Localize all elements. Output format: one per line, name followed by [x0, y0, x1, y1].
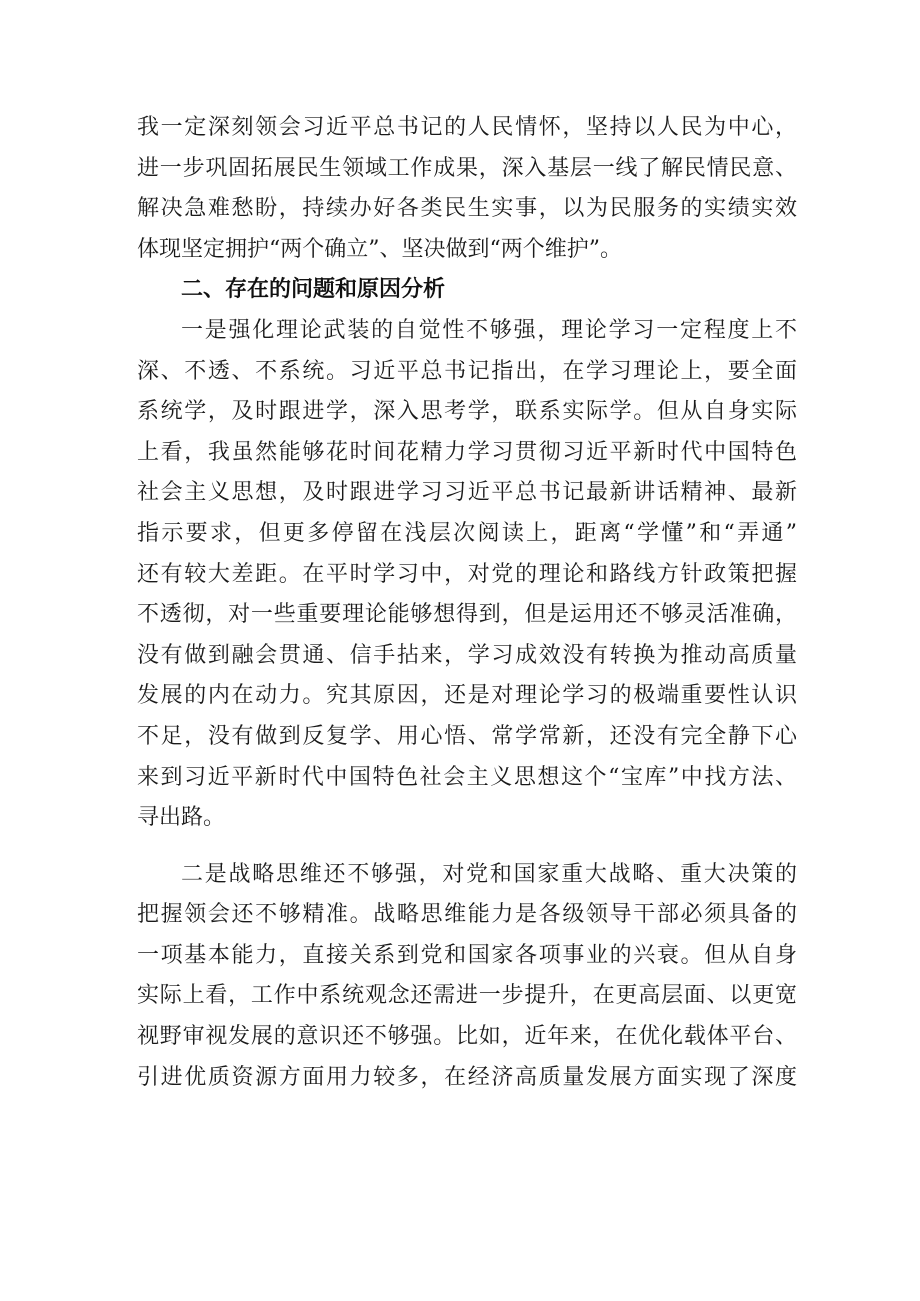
text-line: 体现坚定拥护“两个确立”、坚决做到“两个维护”。	[137, 236, 622, 262]
text-line: 我一定深刻领会习近平总书记的人民情怀，坚持以人民为中心，	[137, 115, 797, 140]
text-line: 不足，没有做到反复学、用心悟、常学常新，还没有完全静下心	[137, 723, 797, 749]
text-line: 系统学，及时跟进学，深入思考学，联系实际学。但从自身实际	[137, 399, 797, 425]
section-heading-problems: 二、存在的问题和原因分析	[181, 277, 446, 303]
paragraph-theory-study	[137, 311, 797, 839]
text-line: 二是战略思维还不够强，对党和国家重大战略、重大决策的	[181, 861, 797, 887]
text-line: 把握领会还不够精准。战略思维能力是各级领导干部必须具备的	[137, 902, 797, 928]
text-line: 社会主义思想，及时跟进学习习近平总书记最新讲话精神、最新	[137, 480, 797, 506]
paragraph-people-centered	[137, 108, 797, 270]
text-line: 实际上看，工作中系统观念还需进一步提升，在更高层面、以更宽	[137, 983, 797, 1009]
text-line: 没有做到融会贯通、信手拈来，学习成效没有转换为推动高质量	[137, 642, 797, 668]
text-line: 来到习近平新时代中国特色社会主义思想这个“宝库”中找方法、	[137, 764, 797, 790]
text-line: 发展的内在动力。究其原因，还是对理论学习的极端重要性认识	[137, 683, 797, 709]
text-line: 指示要求，但更多停留在浅层次阅读上，距离“学懂”和“弄通”	[137, 520, 797, 546]
text-line: 寻出路。	[137, 805, 226, 831]
text-line: 进一步巩固拓展民生领域工作成果，深入基层一线了解民情民意、	[137, 155, 797, 181]
text-line: 一项基本能力，直接关系到党和国家各项事业的兴衰。但从自身	[137, 942, 797, 968]
paragraph-strategic-thinking	[137, 855, 797, 1099]
document-body	[137, 108, 797, 1098]
paragraph-gap	[137, 839, 797, 855]
text-line: 一是强化理论武装的自觉性不够强，理论学习一定程度上不	[181, 317, 797, 343]
text-line: 视野审视发展的意识还不够强。比如，近年来，在优化载体平台、	[137, 1024, 797, 1050]
text-line: 引进优质资源方面用力较多，在经济高质量发展方面实现了深度	[137, 1064, 797, 1090]
text-line: 解决急难愁盼，持续办好各类民生实事，以为民服务的实绩实效	[137, 196, 797, 222]
text-line: 深、不透、不系统。习近平总书记指出，在学习理论上，要全面	[137, 358, 797, 384]
text-line: 不透彻，对一些重要理论能够想得到，但是运用还不够灵活准确，	[137, 602, 797, 628]
text-line: 上看，我虽然能够花时间花精力学习贯彻习近平新时代中国特色	[137, 439, 797, 465]
text-line: 还有较大差距。在平时学习中，对党的理论和路线方针政策把握	[137, 561, 797, 587]
